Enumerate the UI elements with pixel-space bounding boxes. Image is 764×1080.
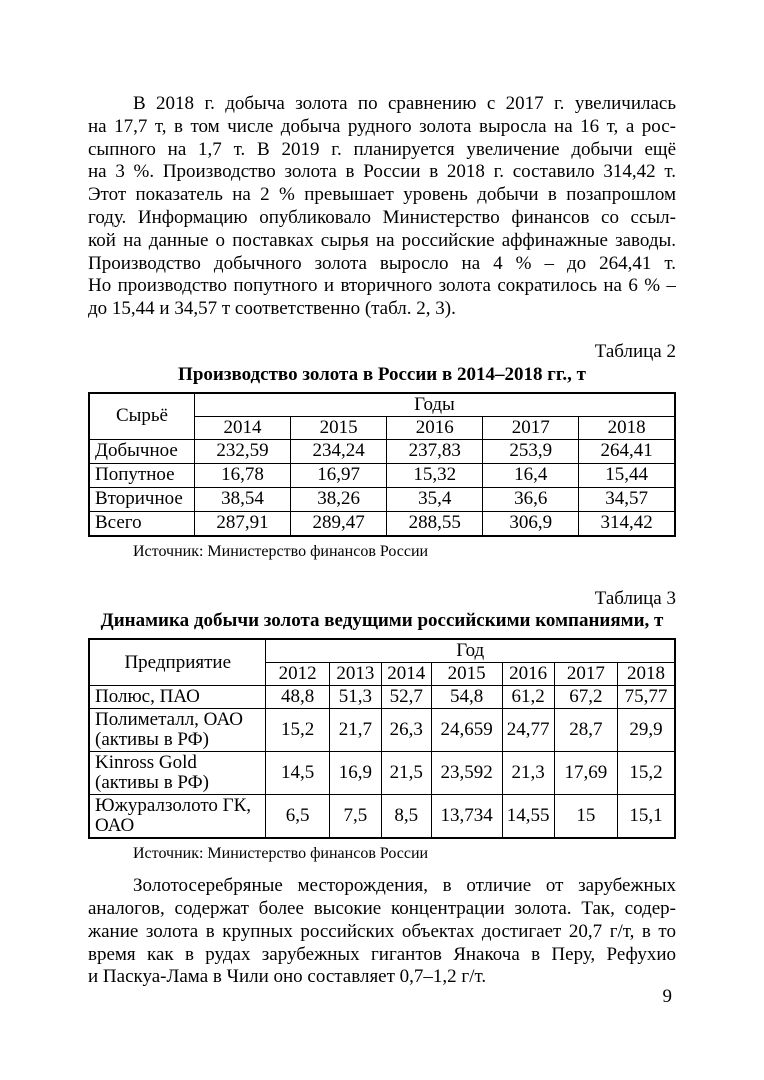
table-cell: 14,5 [266, 752, 329, 795]
text-line: сыпного на 1,7 т. В 2019 г. планируется увеличение добычи ещё [88, 138, 676, 160]
row-header: Полиметалл, ОАО (активы в РФ) [89, 709, 266, 752]
year-header: 2013 [329, 663, 381, 686]
table-cell: 15,44 [579, 463, 675, 487]
table-cell: 14,55 [502, 795, 554, 839]
closing-paragraph [88, 875, 676, 989]
year-header: 2014 [194, 416, 290, 439]
table-cell: 15 [554, 795, 617, 839]
table-cell: 232,59 [194, 439, 290, 463]
text-line: Но производство попутного и вторичного золота сократилось на 6 % – [88, 275, 676, 297]
year-header: 2014 [381, 663, 431, 686]
text-line: году. Информацию опубликовало Министерство финансов со ссыл- [88, 206, 676, 228]
text-line: аналогов, содержат более высокие концентрации золота. Так, содер- [88, 897, 676, 919]
table2-source-note: Источник: Министерство финансов России [133, 542, 429, 560]
text-line: В 2018 г. добыча золота по сравнению с 2017 г. увеличилась [133, 93, 676, 114]
row-header: Полюс, ПАО [89, 686, 266, 709]
table-cell: 28,7 [554, 709, 617, 752]
table-row [89, 795, 675, 839]
table-cell: 67,2 [554, 686, 617, 709]
table-cell: 8,5 [381, 795, 431, 839]
row-header: Kinross Gold (активы в РФ) [89, 752, 266, 795]
table-cell: 16,9 [329, 752, 381, 795]
table-header-row [89, 393, 675, 417]
table-row [89, 463, 675, 487]
year-header: 2015 [431, 663, 502, 686]
table-cell: 75,77 [618, 686, 675, 709]
table-cell: 288,55 [387, 511, 483, 536]
table-cell: 16,97 [291, 463, 387, 487]
table-cell: 21,5 [381, 752, 431, 795]
table-cell: 15,2 [266, 709, 329, 752]
table-cell: 15,1 [618, 795, 675, 839]
text-line: кой на данные о поставках сырья на российские аффинажные заводы. [88, 229, 676, 251]
table-cell: 38,26 [291, 487, 387, 511]
table-gold-production-by-source [88, 392, 676, 537]
table2-title: Производство золота в России в 2014–2018 гг., т [178, 363, 586, 385]
table-row [89, 511, 675, 536]
table-cell: 13,734 [431, 795, 502, 839]
table-cell: 287,91 [194, 511, 290, 536]
table-cell: 51,3 [329, 686, 381, 709]
year-header: 2018 [579, 416, 675, 439]
table-row [89, 439, 675, 463]
text-line: время как в рудах зарубежных гигантов Янакоча в Перу, Рефухио [88, 943, 676, 965]
table-header-row [89, 639, 675, 663]
year-header: 2016 [502, 663, 554, 686]
text-line: на 17,7 т, в том числе добыча рудного золота выросла на 16 т, а рос- [88, 115, 676, 137]
year-header: 2017 [554, 663, 617, 686]
table-cell: 38,54 [194, 487, 290, 511]
table-cell: 54,8 [431, 686, 502, 709]
year-header: 2016 [387, 416, 483, 439]
table-cell: 23,592 [431, 752, 502, 795]
intro-paragraph [88, 93, 676, 321]
table-cell: 35,4 [387, 487, 483, 511]
table2-label: Таблица 2 [594, 340, 676, 362]
table2-group-header: Годы [194, 393, 675, 417]
text-line: жание золота в крупных российских объектах достигает 20,7 г/т, в то [88, 920, 676, 942]
table3-title: Динамика добычи золота ведущими российскими компаниями, т [100, 610, 664, 632]
table-cell: 61,2 [502, 686, 554, 709]
table-cell: 15,2 [618, 752, 675, 795]
table-cell: 314,42 [579, 511, 675, 536]
table-row [89, 487, 675, 511]
table-cell: 6,5 [266, 795, 329, 839]
text-line: на 3 %. Производство золота в России в 2018 г. составило 314,42 т. [88, 161, 676, 183]
table-cell: 34,57 [579, 487, 675, 511]
table-cell: 26,3 [381, 709, 431, 752]
text-line: Золотосеребряные месторождения, в отличие от зарубежных [133, 875, 676, 897]
table-cell: 24,659 [431, 709, 502, 752]
text-line: Этот показатель на 2 % превышает уровень добычи в позапрошлом [88, 184, 676, 206]
table-cell: 21,3 [502, 752, 554, 795]
table-cell: 16,4 [483, 463, 579, 487]
year-header: 2018 [618, 663, 675, 686]
table-cell: 7,5 [329, 795, 381, 839]
table-row [89, 709, 675, 752]
row-header: Попутное [89, 463, 194, 487]
row-header: Вторичное [89, 487, 194, 511]
row-header: Южуралзолото ГК, ОАО [89, 795, 266, 839]
table3-group-header: Год [266, 639, 675, 663]
table-cell: 17,69 [554, 752, 617, 795]
text-line: и Паскуа-Лама в Чили оно составляет 0,7–1,2 г/т. [88, 966, 487, 988]
table-cell: 24,77 [502, 709, 554, 752]
table2-corner-header: Сырьё [89, 393, 194, 440]
year-header: 2012 [266, 663, 329, 686]
table-cell: 29,9 [618, 709, 675, 752]
text-line: до 15,44 и 34,57 т соответственно (табл. 2, 3). [88, 298, 456, 320]
year-header: 2017 [483, 416, 579, 439]
table-cell: 48,8 [266, 686, 329, 709]
table-cell: 253,9 [483, 439, 579, 463]
table-cell: 21,7 [329, 709, 381, 752]
table-row [89, 686, 675, 709]
page-number: 9 [662, 986, 672, 1007]
table-gold-production-by-company [88, 638, 676, 839]
table-cell: 306,9 [483, 511, 579, 536]
table-cell: 264,41 [579, 439, 675, 463]
table-cell: 237,83 [387, 439, 483, 463]
table3-corner-header: Предприятие [89, 639, 266, 686]
table-cell: 15,32 [387, 463, 483, 487]
table-row [89, 752, 675, 795]
table-cell: 36,6 [483, 487, 579, 511]
row-header: Добычное [89, 439, 194, 463]
table-cell: 234,24 [291, 439, 387, 463]
table-cell: 16,78 [194, 463, 290, 487]
year-header: 2015 [291, 416, 387, 439]
row-header: Всего [89, 511, 194, 536]
table3-source-note: Источник: Министерство финансов России [133, 845, 429, 863]
table3-label: Таблица 3 [594, 587, 676, 609]
table-cell: 52,7 [381, 686, 431, 709]
table-cell: 289,47 [291, 511, 387, 536]
text-line: Производство добычного золота выросло на 4 % – до 264,41 т. [88, 252, 676, 274]
